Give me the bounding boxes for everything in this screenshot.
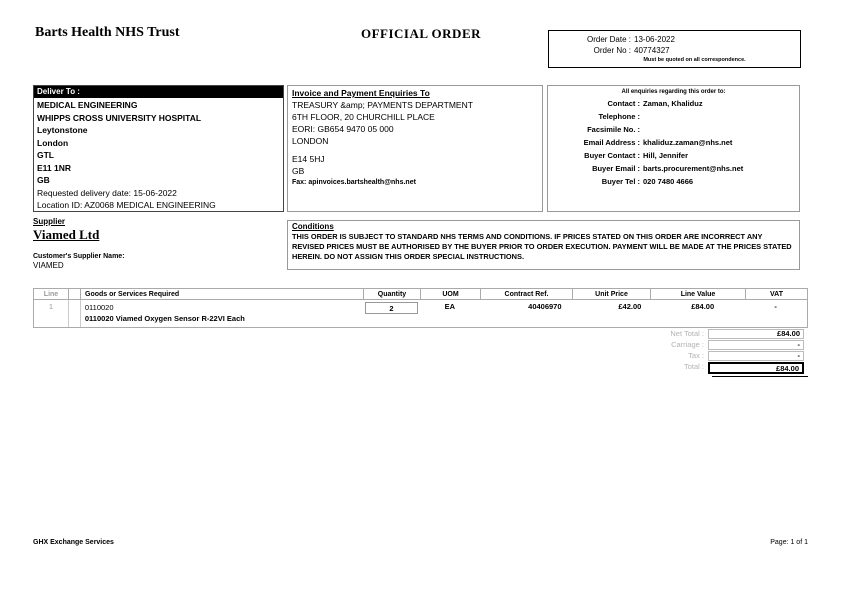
order-no-value: 40774327 <box>634 46 670 55</box>
header-goods: Goods or Services Required <box>80 289 363 299</box>
email-address-label: Email Address : <box>583 138 640 147</box>
carriage-value: - <box>708 340 804 350</box>
address-line: WHIPPS CROSS UNIVERSITY HOSPITAL <box>37 112 202 123</box>
header-line: Line <box>33 289 68 299</box>
buyer-tel-value: 020 7480 4666 <box>643 177 694 186</box>
address-line: London <box>37 137 69 148</box>
contact-row <box>548 162 799 175</box>
totals-block <box>560 329 808 377</box>
supplier-heading: Supplier <box>33 217 66 226</box>
facsimile-value <box>640 123 643 136</box>
order-date-row <box>549 34 800 45</box>
table-header-row <box>33 288 808 300</box>
order-items-table <box>33 288 808 328</box>
deliver-to-box <box>33 85 284 212</box>
order-info-box <box>548 30 801 68</box>
cell-vat: - <box>774 302 777 311</box>
header-uom: UOM <box>420 289 480 299</box>
location-id: Location ID: AZ0068 MEDICAL ENGINEERING <box>37 200 216 210</box>
buyer-email-value: barts.procurement@nhs.net <box>643 164 744 173</box>
header-spacer <box>68 289 80 299</box>
contact-row <box>548 110 799 123</box>
item-description: 0110020 Viamed Oxygen Sensor R-22VI Each <box>84 314 245 323</box>
requested-delivery-date: Requested delivery date: 15-06-2022 <box>37 187 177 198</box>
order-quote-note: Must be quoted on all correspondence. <box>643 57 746 63</box>
net-total-label: Net Total : <box>670 329 704 338</box>
conditions-box <box>287 220 800 270</box>
enquiries-heading: All enquiries regarding this order to: <box>621 89 726 95</box>
invoice-line: LONDON <box>292 136 329 146</box>
total-value: £84.00 <box>708 362 804 374</box>
email-address-value: khaliduz.zaman@nhs.net <box>643 138 733 147</box>
supplier-name: Viamed Ltd <box>33 227 100 242</box>
contact-row <box>548 149 799 162</box>
tax-label: Tax : <box>688 351 704 360</box>
buyer-email-label: Buyer Email : <box>592 164 640 173</box>
tax-value: - <box>708 351 804 361</box>
cell-quantity <box>363 300 420 327</box>
footer-page-number: Page: 1 of 1 <box>770 539 808 546</box>
invoice-enquiries-title: Invoice and Payment Enquiries To <box>292 88 430 98</box>
telephone-value <box>640 110 643 123</box>
tax-row <box>560 351 808 361</box>
address-line: E11 1NR <box>37 162 72 173</box>
telephone-label: Telephone : <box>598 112 640 121</box>
cell-goods <box>81 300 363 327</box>
address-line: Leytonstone <box>37 125 88 135</box>
contact-row <box>548 136 799 149</box>
customer-supplier-label: Customer's Supplier Name: <box>33 253 125 260</box>
deliver-to-title: Deliver To : <box>34 86 283 98</box>
cell-line-value: £84.00 <box>691 302 715 311</box>
order-no-row <box>549 45 800 56</box>
order-date-value: 13-06-2022 <box>634 35 675 44</box>
carriage-label: Carriage : <box>671 340 704 349</box>
contact-label: Contact : <box>607 99 640 108</box>
cell-unit-price: £42.00 <box>618 302 642 311</box>
trust-name: Barts Health NHS Trust <box>35 25 180 40</box>
cell-contract-ref: 40406970 <box>528 302 562 311</box>
contact-row <box>548 123 799 136</box>
buyer-contact-label: Buyer Contact : <box>584 151 640 160</box>
cell-uom: EA <box>444 302 456 311</box>
order-date-label: Order Date : <box>586 35 631 44</box>
document-title: OFFICIAL ORDER <box>360 26 482 41</box>
net-total-row <box>560 329 808 339</box>
conditions-text: THIS ORDER IS SUBJECT TO STANDARD NHS TERMS AND CONDITIONS. IF PRICES STATED ON THIS ORDER ARE INCORRECT ANY REVISED PRICES MUST BE AUTHORISED BY THE BUYER PRIOR TO ORDER EXECUTION. PAYMENT WILL BE MADE AT THE PRICES STATED HEREIN. DO NOT ASSIGN THIS ORDER SPECIAL INSTRUCTIONS. <box>292 232 792 261</box>
cell-line-number: 1 <box>34 300 69 327</box>
header-contract-ref: Contract Ref. <box>480 289 572 299</box>
carriage-row <box>560 340 808 350</box>
net-total-value: £84.00 <box>708 329 804 339</box>
header-unit-price: Unit Price <box>572 289 650 299</box>
header-quantity: Quantity <box>363 289 420 299</box>
order-no-label: Order No : <box>593 46 631 55</box>
address-line: MEDICAL ENGINEERING <box>37 100 138 110</box>
header-vat: VAT <box>745 289 808 299</box>
invoice-line: GB <box>292 166 305 176</box>
cell-spacer <box>69 300 81 327</box>
address-line: GTL <box>37 150 54 160</box>
deliver-to-address <box>34 98 283 213</box>
contact-row <box>548 175 799 188</box>
footer-service-name: GHX Exchange Services <box>33 539 114 546</box>
invoice-line: EORI: GB654 9470 05 000 <box>292 124 394 134</box>
facsimile-label: Facsimile No. : <box>587 125 640 134</box>
item-code: 0110020 <box>84 303 114 312</box>
address-line: GB <box>37 175 50 185</box>
customer-supplier-name: VIAMED <box>33 261 64 270</box>
invoice-line: 6TH FLOOR, 20 CHURCHILL PLACE <box>292 112 435 122</box>
supplier-block <box>33 217 125 271</box>
invoice-line: E14 5HJ <box>292 154 325 164</box>
invoice-enquiries-box <box>287 85 543 212</box>
buyer-contact-value: Hill, Jennifer <box>643 151 689 160</box>
conditions-heading: Conditions <box>292 222 334 231</box>
buyer-tel-label: Buyer Tel : <box>601 177 640 186</box>
total-underline <box>712 376 808 377</box>
header-line-value: Line Value <box>650 289 745 299</box>
contact-row <box>548 97 799 110</box>
invoice-line: TREASURY &amp; PAYMENTS DEPARTMENT <box>292 100 473 110</box>
total-label: Total : <box>683 362 704 371</box>
table-row <box>33 300 808 328</box>
enquiries-contact-box <box>547 85 800 212</box>
quantity-value: 2 <box>365 302 418 314</box>
total-row <box>560 362 808 374</box>
invoice-fax: Fax: apinvoices.bartshealth@nhs.net <box>292 179 416 186</box>
contact-value: Zaman, Khaliduz <box>643 99 703 108</box>
